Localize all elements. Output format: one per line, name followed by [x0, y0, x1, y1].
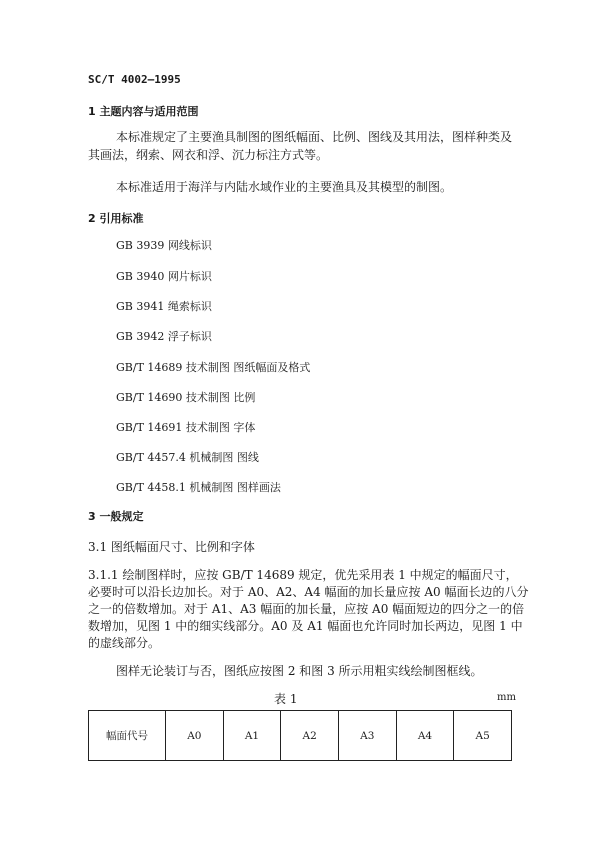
standard-code: SC/T 4002—1995 [88, 73, 181, 86]
table-1-unit: mm [497, 692, 516, 703]
subsection-3-1-heading: 3.1 图纸幅面尺寸、比例和字体 [88, 540, 255, 554]
reference-standard: GB/T 14690 技术制图 比例 [116, 391, 256, 404]
reference-standard: GB/T 4457.4 机械制图 图线 [116, 451, 259, 464]
reference-standard: GB/T 14689 技术制图 图纸幅面及格式 [116, 361, 311, 374]
table-1-title: 表 1 [274, 692, 298, 706]
reference-standard: GB/T 14691 技术制图 字体 [116, 421, 256, 434]
table-header-cell: 幅面代号 [89, 711, 166, 761]
table-row [89, 711, 512, 761]
clause-3-1-1-line: 3.1.1 绘制图样时，应按 GB/T 14689 规定，优先采用表 1 中规定的幅面尺寸， [88, 568, 518, 582]
reference-standard: GB 3939 网线标识 [116, 239, 212, 252]
table-cell: A2 [281, 711, 339, 761]
table-cell: A1 [223, 711, 281, 761]
section-1-para-1-line-1: 本标准规定了主要渔具制图的图纸幅面、比例、图线及其用法，图样种类及 [116, 130, 513, 144]
reference-standard: GB 3940 网片标识 [116, 270, 212, 283]
table-cell: A5 [454, 711, 512, 761]
table-cell: A4 [396, 711, 454, 761]
section-1-heading: 1 主题内容与适用范围 [88, 105, 199, 118]
table-cell: A0 [166, 711, 224, 761]
clause-3-1-1-line: 之一的倍数增加。对于 A1、A3 幅面的加长量，应按 A0 幅面短边的四分之一的倍 [88, 602, 525, 616]
section-1-para-1-line-2: 其画法，纲索、网衣和浮、沉力标注方式等。 [88, 148, 329, 162]
clause-3-1-1-line: 必要时可以沿长边加长。对于 A0、A2、A4 幅面的加长量应按 A0 幅面长边的八分 [88, 585, 529, 599]
section-3-heading: 3 一般规定 [88, 510, 144, 523]
table-cell: A3 [338, 711, 396, 761]
clause-3-1-1-line: 的虚线部分。 [88, 636, 161, 650]
reference-standard: GB 3941 绳索标识 [116, 300, 212, 313]
frame-line-paragraph: 图样无论装订与否，图纸应按图 2 和图 3 所示用粗实线绘制图框线。 [116, 664, 483, 678]
section-2-heading: 2 引用标准 [88, 212, 144, 225]
reference-standard: GB 3942 浮子标识 [116, 330, 212, 343]
table-1 [88, 710, 512, 761]
section-1-para-2: 本标准适用于海洋与内陆水域作业的主要渔具及其模型的制图。 [116, 180, 453, 194]
reference-standard: GB/T 4458.1 机械制图 图样画法 [116, 481, 281, 494]
clause-3-1-1-line: 数增加，见图 1 中的细实线部分。A0 及 A1 幅面也允许同时加长两边，见图 1 中 [88, 619, 523, 633]
